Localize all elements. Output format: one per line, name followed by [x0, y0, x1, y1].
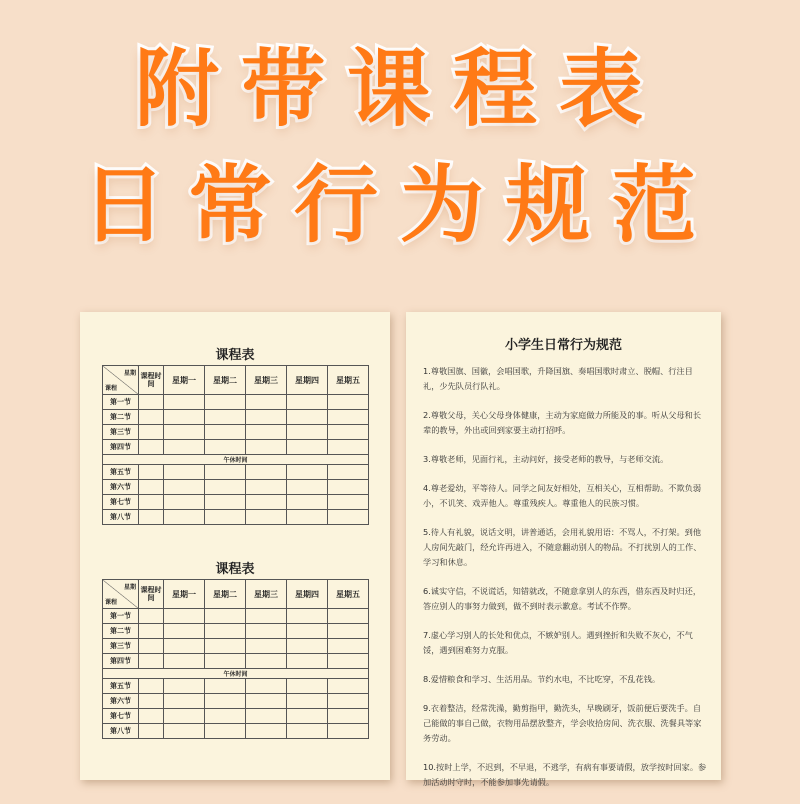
schedule-row — [103, 395, 369, 410]
corner-label-course: 课程 — [105, 599, 118, 606]
schedule-cell[interactable] — [246, 440, 287, 455]
schedule-cell[interactable] — [164, 425, 205, 440]
schedule-cell[interactable] — [164, 395, 205, 410]
schedule-row — [103, 679, 369, 694]
headline-line-2: 日常行为规范 — [81, 156, 718, 254]
schedule-cell[interactable] — [328, 654, 369, 669]
schedule-cell[interactable] — [287, 709, 328, 724]
period-label: 第五节 — [103, 679, 139, 694]
schedule-cell[interactable] — [287, 465, 328, 480]
schedule-row — [103, 624, 369, 639]
behavior-rule: 3.尊敬老师，见面行礼，主动问好，接受老师的教导，与老师交流。 — [423, 454, 669, 464]
schedule-cell[interactable] — [246, 679, 287, 694]
period-label: 第三节 — [103, 425, 139, 440]
schedule-header-row — [103, 580, 369, 609]
class-time-header: 课程时间 — [139, 580, 164, 609]
period-label: 第八节 — [103, 510, 139, 525]
schedule-cell[interactable] — [246, 495, 287, 510]
schedule-row — [103, 410, 369, 425]
schedule-cell[interactable] — [139, 639, 164, 654]
schedule-cell[interactable] — [287, 440, 328, 455]
schedule-cell[interactable] — [205, 510, 246, 525]
schedule-cell[interactable] — [328, 609, 369, 624]
behavior-rule: 1.尊敬国旗、国徽，会唱国歌，升降国旗、奏唱国歌时肃立、脱帽、行注目礼，少先队员行队礼。 — [423, 366, 693, 391]
period-label: 第四节 — [103, 440, 139, 455]
schedule-cell[interactable] — [287, 609, 328, 624]
schedule-row — [103, 724, 369, 739]
day-header: 星期四 — [287, 366, 328, 395]
behavior-code-sheet — [406, 312, 721, 787]
schedule-cell[interactable] — [205, 465, 246, 480]
day-header: 星期三 — [246, 580, 287, 609]
schedule-cell[interactable] — [164, 639, 205, 654]
schedule-cell[interactable] — [164, 465, 205, 480]
schedule-row — [103, 709, 369, 724]
day-header: 星期二 — [205, 366, 246, 395]
schedule-cell[interactable] — [287, 410, 328, 425]
noon-break-label: 午休时间 — [103, 455, 369, 465]
schedule-cell[interactable] — [287, 480, 328, 495]
schedule-row — [103, 510, 369, 525]
schedule-cell[interactable] — [328, 465, 369, 480]
schedule-cell[interactable] — [205, 425, 246, 440]
behavior-rule: 2.尊敬父母，关心父母身体健康，主动为家庭做力所能及的事。听从父母和长辈的教导，外出或回到家要主动打招呼。 — [423, 410, 702, 435]
period-label: 第二节 — [103, 624, 139, 639]
schedule-sheet — [80, 312, 390, 780]
period-label: 第五节 — [103, 465, 139, 480]
schedule-cell[interactable] — [205, 495, 246, 510]
day-header: 星期一 — [164, 580, 205, 609]
class-time-header: 课程时间 — [139, 366, 164, 395]
schedule-cell[interactable] — [164, 724, 205, 739]
schedule-cell[interactable] — [164, 440, 205, 455]
day-header: 星期五 — [328, 580, 369, 609]
schedule-cell[interactable] — [328, 480, 369, 495]
schedule-cell[interactable] — [328, 495, 369, 510]
schedule-row — [103, 480, 369, 495]
schedule-cell[interactable] — [205, 639, 246, 654]
schedule-cell[interactable] — [139, 410, 164, 425]
schedule-cell[interactable] — [164, 609, 205, 624]
schedule-cell[interactable] — [328, 395, 369, 410]
schedule-cell[interactable] — [328, 694, 369, 709]
schedule-cell[interactable] — [205, 724, 246, 739]
schedule-cell[interactable] — [205, 609, 246, 624]
schedule-cell[interactable] — [205, 410, 246, 425]
schedule-corner-cell — [103, 580, 139, 609]
period-label: 第六节 — [103, 694, 139, 709]
schedule-cell[interactable] — [139, 709, 164, 724]
schedule-cell[interactable] — [205, 709, 246, 724]
schedule-cell[interactable] — [328, 624, 369, 639]
schedule-cell[interactable] — [139, 465, 164, 480]
behavior-rule: 10.按时上学，不迟到，不早退，不逃学，有病有事要请假，放学按时回家。参加活动时守时，不能参加事先请假。 — [423, 762, 707, 787]
schedule-cell[interactable] — [328, 510, 369, 525]
schedule-cell[interactable] — [246, 639, 287, 654]
period-label: 第七节 — [103, 709, 139, 724]
schedule-cell[interactable] — [287, 639, 328, 654]
schedule-cell[interactable] — [287, 679, 328, 694]
schedule-cell[interactable] — [287, 495, 328, 510]
schedule-cell[interactable] — [246, 510, 287, 525]
day-header: 星期五 — [328, 366, 369, 395]
schedule-cell[interactable] — [246, 609, 287, 624]
schedule-cell[interactable] — [246, 480, 287, 495]
day-header: 星期二 — [205, 580, 246, 609]
schedule-cell[interactable] — [139, 440, 164, 455]
schedule-cell[interactable] — [246, 395, 287, 410]
schedule-cell[interactable] — [246, 694, 287, 709]
schedule-row — [103, 694, 369, 709]
schedule-cell[interactable] — [164, 410, 205, 425]
schedule-cell[interactable] — [246, 410, 287, 425]
schedule-cell[interactable] — [328, 425, 369, 440]
schedule-cell[interactable] — [328, 410, 369, 425]
schedule-cell[interactable] — [164, 510, 205, 525]
period-label: 第八节 — [103, 724, 139, 739]
schedule-cell[interactable] — [287, 395, 328, 410]
schedule-cell[interactable] — [287, 654, 328, 669]
schedule-cell[interactable] — [328, 724, 369, 739]
schedule-cell[interactable] — [246, 709, 287, 724]
schedule-cell[interactable] — [164, 709, 205, 724]
noon-break-row — [103, 669, 369, 679]
schedule-cell[interactable] — [139, 624, 164, 639]
schedule-row — [103, 495, 369, 510]
schedule-row — [103, 425, 369, 440]
schedule-cell[interactable] — [205, 395, 246, 410]
behavior-rule: 4.尊老爱幼，平等待人。同学之间友好相处，互相关心，互相帮助。不欺负弱小，不讥笑、戏弄他人。尊重残疾人。尊重他人的民族习惯。 — [423, 483, 702, 508]
noon-break-label: 午休时间 — [103, 669, 369, 679]
behavior-code-title: 小学生日常行为规范 — [504, 338, 622, 353]
schedule-row — [103, 654, 369, 669]
noon-break-row — [103, 455, 369, 465]
schedule-cell[interactable] — [246, 624, 287, 639]
period-label: 第一节 — [103, 609, 139, 624]
schedule-corner-cell — [103, 366, 139, 395]
schedule-cell[interactable] — [287, 724, 328, 739]
schedule-cell[interactable] — [287, 624, 328, 639]
schedule-cell[interactable] — [205, 440, 246, 455]
schedule-cell[interactable] — [328, 639, 369, 654]
corner-label-day: 星期 — [123, 584, 136, 591]
schedule-cell[interactable] — [164, 480, 205, 495]
schedule-cell[interactable] — [164, 624, 205, 639]
period-label: 第三节 — [103, 639, 139, 654]
schedule-title-1: 课程表 — [215, 348, 255, 363]
schedule-cell[interactable] — [205, 679, 246, 694]
schedule-cell[interactable] — [205, 480, 246, 495]
schedule-cell[interactable] — [139, 724, 164, 739]
behavior-rule: 5.待人有礼貌，说话文明，讲普通话，会用礼貌用语：不骂人，不打架。到他人房间先敲门，经允许再进入，不随意翻动别人的物品。不打扰别人的工作、学习和休息。 — [423, 527, 702, 567]
schedule-cell[interactable] — [246, 654, 287, 669]
schedule-cell[interactable] — [139, 609, 164, 624]
schedule-cell[interactable] — [164, 495, 205, 510]
day-header: 星期三 — [246, 366, 287, 395]
schedule-header-row — [103, 366, 369, 395]
day-header: 星期一 — [164, 366, 205, 395]
schedule-cell[interactable] — [139, 694, 164, 709]
period-label: 第七节 — [103, 495, 139, 510]
behavior-code-list — [423, 364, 707, 804]
schedule-cell[interactable] — [246, 724, 287, 739]
schedule-cell[interactable] — [328, 709, 369, 724]
schedule-cell[interactable] — [139, 510, 164, 525]
period-label: 第六节 — [103, 480, 139, 495]
day-header: 星期四 — [287, 580, 328, 609]
schedule-cell[interactable] — [287, 425, 328, 440]
period-label: 第二节 — [103, 410, 139, 425]
period-label: 第四节 — [103, 654, 139, 669]
schedule-cell[interactable] — [287, 510, 328, 525]
behavior-rule: 6.诚实守信，不说谎话，知错就改，不随意拿别人的东西，借东西及时归还，答应别人的事努力做到，做不到时表示歉意。考试不作弊。 — [423, 586, 702, 611]
schedule-cell[interactable] — [139, 425, 164, 440]
schedule-row — [103, 639, 369, 654]
schedule-cell[interactable] — [164, 694, 205, 709]
schedule-cell[interactable] — [246, 425, 287, 440]
behavior-rule: 8.爱惜粮食和学习、生活用品。节约水电，不比吃穿，不乱花钱。 — [423, 674, 661, 684]
schedule-cell[interactable] — [287, 694, 328, 709]
behavior-rule: 7.虚心学习别人的长处和优点，不嫉妒别人。遇到挫折和失败不灰心，不气馁，遇到困难努力克服。 — [423, 630, 693, 655]
schedule-cell[interactable] — [139, 495, 164, 510]
corner-label-day: 星期 — [123, 370, 136, 377]
schedule-cell[interactable] — [139, 679, 164, 694]
behavior-rule: 9.衣着整洁，经常洗澡，勤剪指甲，勤洗头，早晚刷牙，饭前便后要洗手。自己能做的事自己做，衣物用品摆放整齐，学会收拾房间、洗衣服、洗餐具等家务劳动。 — [423, 703, 702, 743]
schedule-cell[interactable] — [164, 654, 205, 669]
schedule-cell[interactable] — [328, 679, 369, 694]
schedule-table-2 — [102, 579, 369, 739]
headline-line-1: 附带课程表 — [134, 40, 665, 138]
schedule-table-1 — [102, 365, 369, 525]
schedule-cell[interactable] — [246, 465, 287, 480]
schedule-cell[interactable] — [139, 654, 164, 669]
schedule-row — [103, 440, 369, 455]
schedule-cell[interactable] — [139, 480, 164, 495]
schedule-row — [103, 465, 369, 480]
schedule-cell[interactable] — [205, 694, 246, 709]
schedule-cell[interactable] — [328, 440, 369, 455]
schedule-cell[interactable] — [139, 395, 164, 410]
schedule-cell[interactable] — [164, 679, 205, 694]
schedule-cell[interactable] — [205, 654, 246, 669]
schedule-row — [103, 609, 369, 624]
schedule-cell[interactable] — [205, 624, 246, 639]
corner-label-course: 课程 — [105, 385, 118, 392]
schedule-title-2: 课程表 — [215, 562, 255, 577]
period-label: 第一节 — [103, 395, 139, 410]
